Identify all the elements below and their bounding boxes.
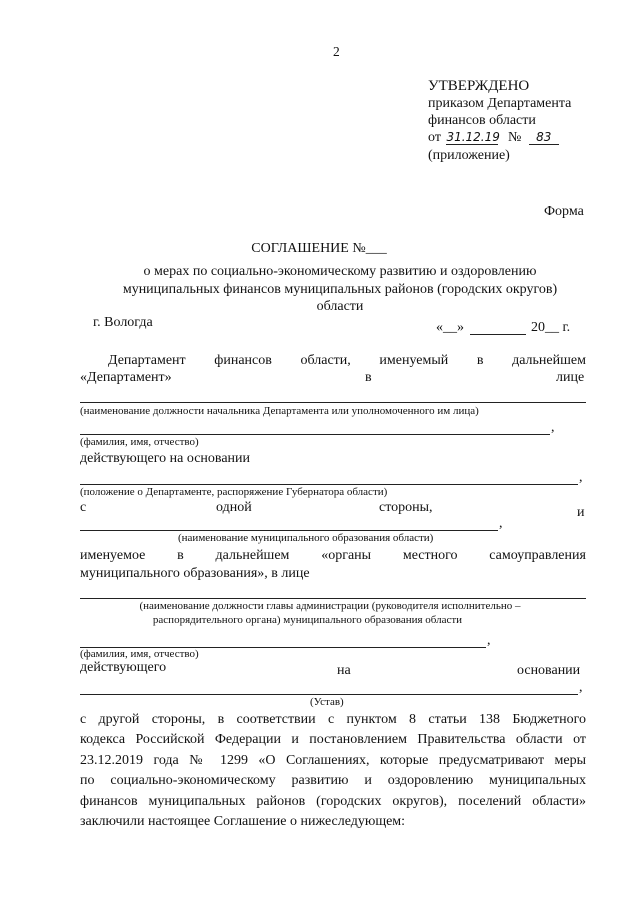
form-label: Форма xyxy=(544,204,584,219)
final-line: финансов муниципальных районов (городских округов), поселений области» xyxy=(80,793,586,809)
p1-word: области, xyxy=(300,353,351,368)
named-line2: муниципального образования», в лице xyxy=(80,566,310,581)
acting-word: основании xyxy=(517,663,581,678)
p1-line2-mid: в xyxy=(365,370,372,385)
hint-head-line2: распорядительного органа) муниципального образования области xyxy=(152,614,463,626)
named-word: именуемое xyxy=(80,548,146,563)
hint-fio1: (фамилия, имя, отчество) xyxy=(80,436,199,448)
basis-fill-line xyxy=(80,484,578,485)
named-word: самоуправления xyxy=(489,548,586,563)
subtitle-line1: о мерах по социально-экономическому развитию и оздоровлению xyxy=(143,264,537,279)
page-number: 2 xyxy=(333,44,340,59)
head-fill-line xyxy=(80,598,586,599)
date-month-line xyxy=(470,334,526,335)
approval-number-label: № xyxy=(507,130,522,145)
acting-basis: действующего на основании xyxy=(80,451,251,466)
approval-line1: приказом Департамента xyxy=(428,96,572,111)
p1-word: в xyxy=(476,353,484,368)
named-line1 xyxy=(80,548,586,564)
named-word: «органы xyxy=(321,548,372,563)
position-fill-line xyxy=(80,402,586,403)
side-word: стороны, xyxy=(379,500,433,515)
side-word: и xyxy=(577,505,585,520)
final-line: кодекса Российской Федерации и постановлением Правительства области от xyxy=(80,732,586,748)
p1-line2-right: лице xyxy=(556,370,585,385)
named-word: местного xyxy=(402,548,458,563)
document-title: СОГЛАШЕНИЕ №___ xyxy=(251,241,387,256)
side-word: с xyxy=(80,500,87,515)
subtitle-line3: области xyxy=(316,299,364,314)
hint-position: (наименование должности начальника Департамента или уполномоченного им лица) xyxy=(80,405,479,417)
charter-fill-line xyxy=(80,694,578,695)
approval-from-row xyxy=(428,130,559,146)
comma-5: , xyxy=(579,680,583,695)
final-line: с другой стороны, в соответствии с пунктом 8 статьи 138 Бюджетного xyxy=(80,712,586,727)
named-word: в xyxy=(177,548,184,563)
p1-word: финансов xyxy=(214,353,272,368)
hint-charter: (Устав) xyxy=(310,696,344,708)
side-word: одной xyxy=(216,500,252,515)
p1-word: именуемый xyxy=(379,353,449,368)
hint-municipality: (наименование муниципального образования области) xyxy=(178,532,434,544)
city: г. Вологда xyxy=(93,315,153,330)
named-word: дальнейшем xyxy=(215,548,290,563)
subtitle-line2: муниципальных финансов муниципальных районов (городских округов) xyxy=(122,282,558,297)
final-paragraph xyxy=(80,710,586,832)
approval-line2: финансов области xyxy=(428,113,536,128)
acting-word: на xyxy=(337,663,351,678)
approval-from-label: от xyxy=(428,130,441,145)
p1-word: Департамент xyxy=(108,353,186,368)
acting-word: действующего xyxy=(80,660,167,675)
comma-2: , xyxy=(579,470,583,485)
municipality-fill-line xyxy=(80,530,498,531)
final-line: по социально-экономическому развитию и оздоровлению муниципальных xyxy=(80,773,586,789)
approval-date-handwritten: 31.12.19 xyxy=(446,130,500,144)
p1-line2-left: «Департамент» xyxy=(80,370,172,385)
document-title-wrap xyxy=(0,241,640,257)
approval-appendix: (приложение) xyxy=(428,148,510,163)
p1-word: дальнейшем xyxy=(512,353,586,368)
approval-number-handwritten: 83 xyxy=(529,130,559,145)
comma-3: , xyxy=(499,516,503,531)
approval-heading: УТВЕРЖДЕНО xyxy=(428,78,530,94)
fio1-fill-line xyxy=(80,434,550,435)
final-line: заключили настоящее Соглашение о нижеследующем: xyxy=(80,814,406,830)
hint-basis: (положение о Департаменте, распоряжение Губернатора области) xyxy=(80,486,388,498)
hint-fio2: (фамилия, имя, отчество) xyxy=(80,648,199,660)
hint-head-line1: (наименование должности главы администрации (руководителя исполнительно – xyxy=(139,600,521,612)
date-year: 20__ г. xyxy=(531,320,571,335)
date-open: «__» xyxy=(436,320,464,335)
final-line: 23.12.2019 года № 1299 «О Соглашениях, которые предусматривают меры xyxy=(80,752,586,768)
p1-line1 xyxy=(108,353,586,369)
comma-1: , xyxy=(551,420,555,435)
comma-4: , xyxy=(487,633,491,648)
